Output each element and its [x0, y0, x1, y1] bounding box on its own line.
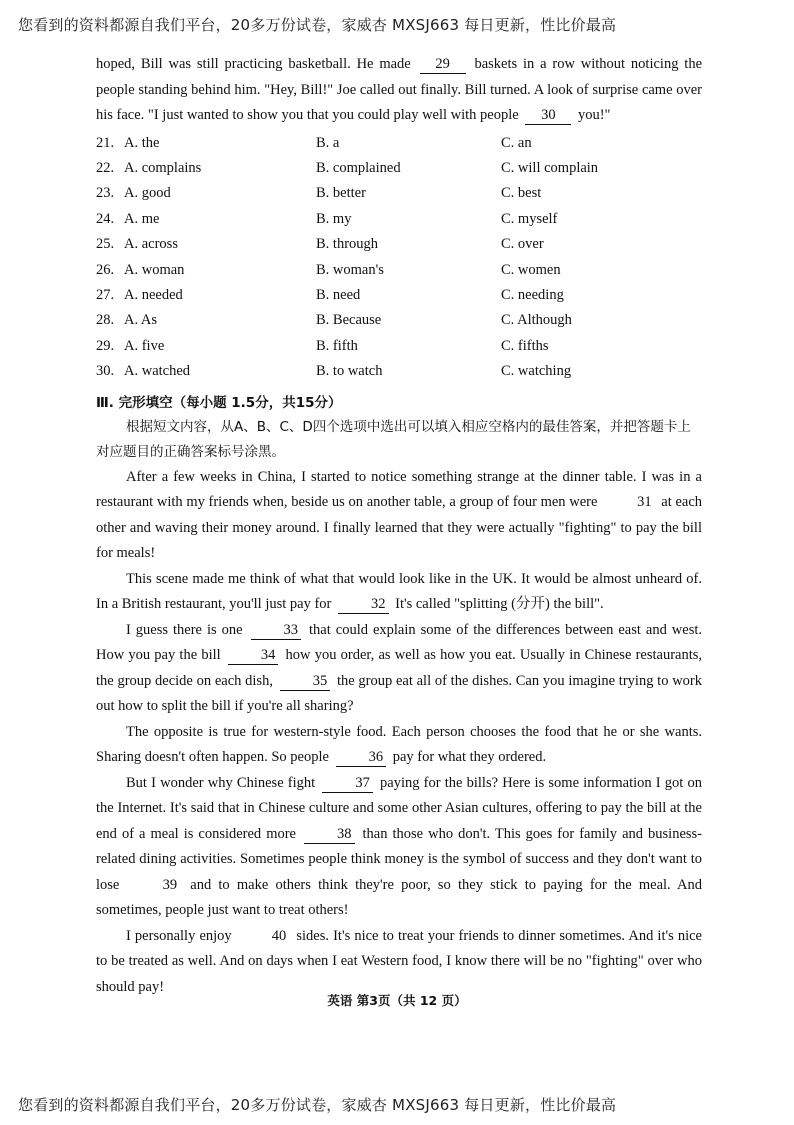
- section-title: Ⅲ. 完形填空（每小题 1.5分，共15分）: [96, 394, 342, 411]
- option-a: A. me: [124, 210, 160, 227]
- option-c: C. best: [501, 185, 542, 202]
- passage-text: than those who don't. This goes for family and business-related dining activities. Sometimes people think money is the symbol of success and they don't want to lose: [96, 825, 702, 893]
- question-number: 30.: [96, 363, 115, 380]
- option-row: [96, 181, 702, 206]
- passage-text: how you order, as well as how you eat. Usually in Chinese restaurants, the group decide on each dish,: [96, 647, 703, 689]
- option-a: A. complains: [124, 159, 202, 176]
- passage-text: at each other and waving their money around. I finally learned that they were actually "fighting" to pay the bill for meals!: [96, 494, 703, 562]
- question-number: 27.: [96, 286, 115, 303]
- bottom-banner: 您看到的资料都源自我们平台，20多万份试卷，家威杏 MXSJ663 每日更新，性比价最高: [18, 1096, 617, 1114]
- option-c: C. women: [501, 261, 561, 278]
- passage-paragraph: [96, 465, 702, 567]
- section-instruction: 根据短文内容，从A、B、C、D四个选项中选出可以填入相应空格内的最佳答案，并把答题卡上对应题目的正确答案标号涂黑。: [96, 418, 691, 460]
- option-a: A. the: [124, 134, 160, 151]
- passage-text: After a few weeks in China, I started to notice something strange at the dinner table. I was in a restaurant with my friends when, beside us on another table, a group of four men were: [96, 468, 702, 511]
- passage-text: This scene made me think of what that would look like in the UK. It would be almost unheard of. In a British restaurant, you'll just pay for: [96, 570, 702, 613]
- option-c: C. over: [501, 236, 544, 253]
- option-a: A. five: [124, 337, 165, 354]
- option-c: C. needing: [501, 286, 564, 303]
- passage-text: I guess there is one: [126, 621, 243, 638]
- story-text: you!": [577, 107, 611, 123]
- option-b: B. a: [316, 134, 340, 151]
- passage-text: sides. It's nice to treat your friends to dinner sometimes. And it's nice to be treated as well. And on days when I eat Western food, I know there will be no "fighting" over who should pay!: [96, 927, 702, 995]
- blank-37: 37: [322, 774, 373, 793]
- option-a: A. watched: [124, 363, 191, 380]
- passage-text: The opposite is true for western-style food. Each person chooses the food that he or she wants. Sharing doesn't often happen. So people: [96, 723, 702, 766]
- option-b: B. woman's: [316, 261, 384, 278]
- option-row: [96, 283, 702, 308]
- blank-33: 33: [251, 621, 302, 640]
- option-row: [96, 258, 702, 283]
- passage-text: paying for the bills? Here is some information I got on the Internet. It's said that in Chinese culture and some other Asian cultures, offering to pay the bill at the end of a meal is considered more: [96, 774, 702, 842]
- option-b: B. through: [316, 236, 379, 253]
- option-b: B. fifth: [316, 337, 358, 354]
- passage-text: It's called "splitting (分开) the bill".: [395, 596, 604, 613]
- blank-34: 34: [228, 646, 279, 665]
- option-b: B. Because: [316, 312, 382, 329]
- passage-paragraph: [96, 720, 702, 771]
- question-number: 25.: [96, 236, 115, 253]
- top-banner: 您看到的资料都源自我们平台，20多万份试卷，家威杏 MXSJ663 每日更新，性比价最高: [18, 16, 617, 34]
- blank-31: 31: [637, 494, 652, 511]
- question-number: 23.: [96, 185, 115, 202]
- passage-text: the group eat all of the dishes. Can you imagine trying to work out how to split the bill if you're all sharing?: [96, 672, 703, 715]
- option-c: C. watching: [501, 363, 572, 380]
- passage-paragraph: [96, 771, 702, 924]
- option-c: C. an: [501, 134, 532, 151]
- blank-30: 30: [525, 106, 571, 125]
- blank-35: 35: [280, 672, 331, 691]
- blank-32: 32: [338, 595, 389, 614]
- question-number: 29.: [96, 337, 115, 354]
- option-a: A. needed: [124, 286, 183, 303]
- option-row: [96, 308, 702, 333]
- option-b: B. complained: [316, 159, 401, 176]
- options-list: [96, 131, 702, 385]
- page-footer: 英语 第3页（共 12 页）: [327, 993, 467, 1008]
- passage-text: and to make others think they're poor, so they stick to paying for the meal. And sometimes, people just want to treat others!: [96, 876, 703, 919]
- option-a: A. across: [124, 236, 178, 253]
- question-number: 21.: [96, 134, 115, 151]
- option-c: C. Although: [501, 312, 572, 329]
- question-number: 28.: [96, 312, 115, 329]
- question-number: 26.: [96, 261, 115, 278]
- blank-40: 40: [271, 927, 287, 944]
- passage-text: I personally enjoy: [126, 927, 232, 944]
- option-b: B. need: [316, 286, 361, 303]
- story-text: baskets in a row without noticing the people standing behind him. "Hey, Bill!" Joe called out finally. Bill turned. A look of surprise came over his face. "I just wanted to show you that you could play well with people: [96, 56, 703, 123]
- passage-paragraph: [96, 618, 702, 720]
- exam-page: [96, 52, 702, 1000]
- option-row: [96, 232, 702, 257]
- option-a: A. good: [124, 185, 171, 202]
- blank-29: 29: [420, 55, 466, 74]
- option-row: [96, 207, 702, 232]
- story-text: hoped, Bill was still practicing basketball. He made: [96, 56, 411, 72]
- option-c: C. myself: [501, 210, 558, 227]
- option-row: [96, 334, 702, 359]
- passage-paragraph: [96, 567, 702, 618]
- option-row: [96, 359, 702, 384]
- option-row: [96, 131, 702, 156]
- option-b: B. to watch: [316, 363, 383, 380]
- passage-paragraph: [96, 924, 702, 1001]
- passage-text: pay for what they ordered.: [392, 749, 547, 766]
- option-a: A. woman: [124, 261, 185, 278]
- option-b: B. my: [316, 210, 352, 227]
- blank-39: 39: [162, 876, 178, 893]
- option-c: C. fifths: [501, 337, 549, 354]
- blank-36: 36: [336, 748, 387, 767]
- option-row: [96, 156, 702, 181]
- option-a: A. As: [124, 312, 158, 329]
- question-number: 22.: [96, 159, 115, 176]
- option-b: B. better: [316, 185, 366, 202]
- blank-38: 38: [304, 825, 355, 844]
- passage-text: But I wonder why Chinese fight: [126, 774, 316, 791]
- passage-text: that could explain some of the differences between east and west. How you pay the bill: [96, 621, 703, 664]
- option-c: C. will complain: [501, 159, 599, 176]
- story-ending: [96, 52, 702, 129]
- question-number: 24.: [96, 210, 115, 227]
